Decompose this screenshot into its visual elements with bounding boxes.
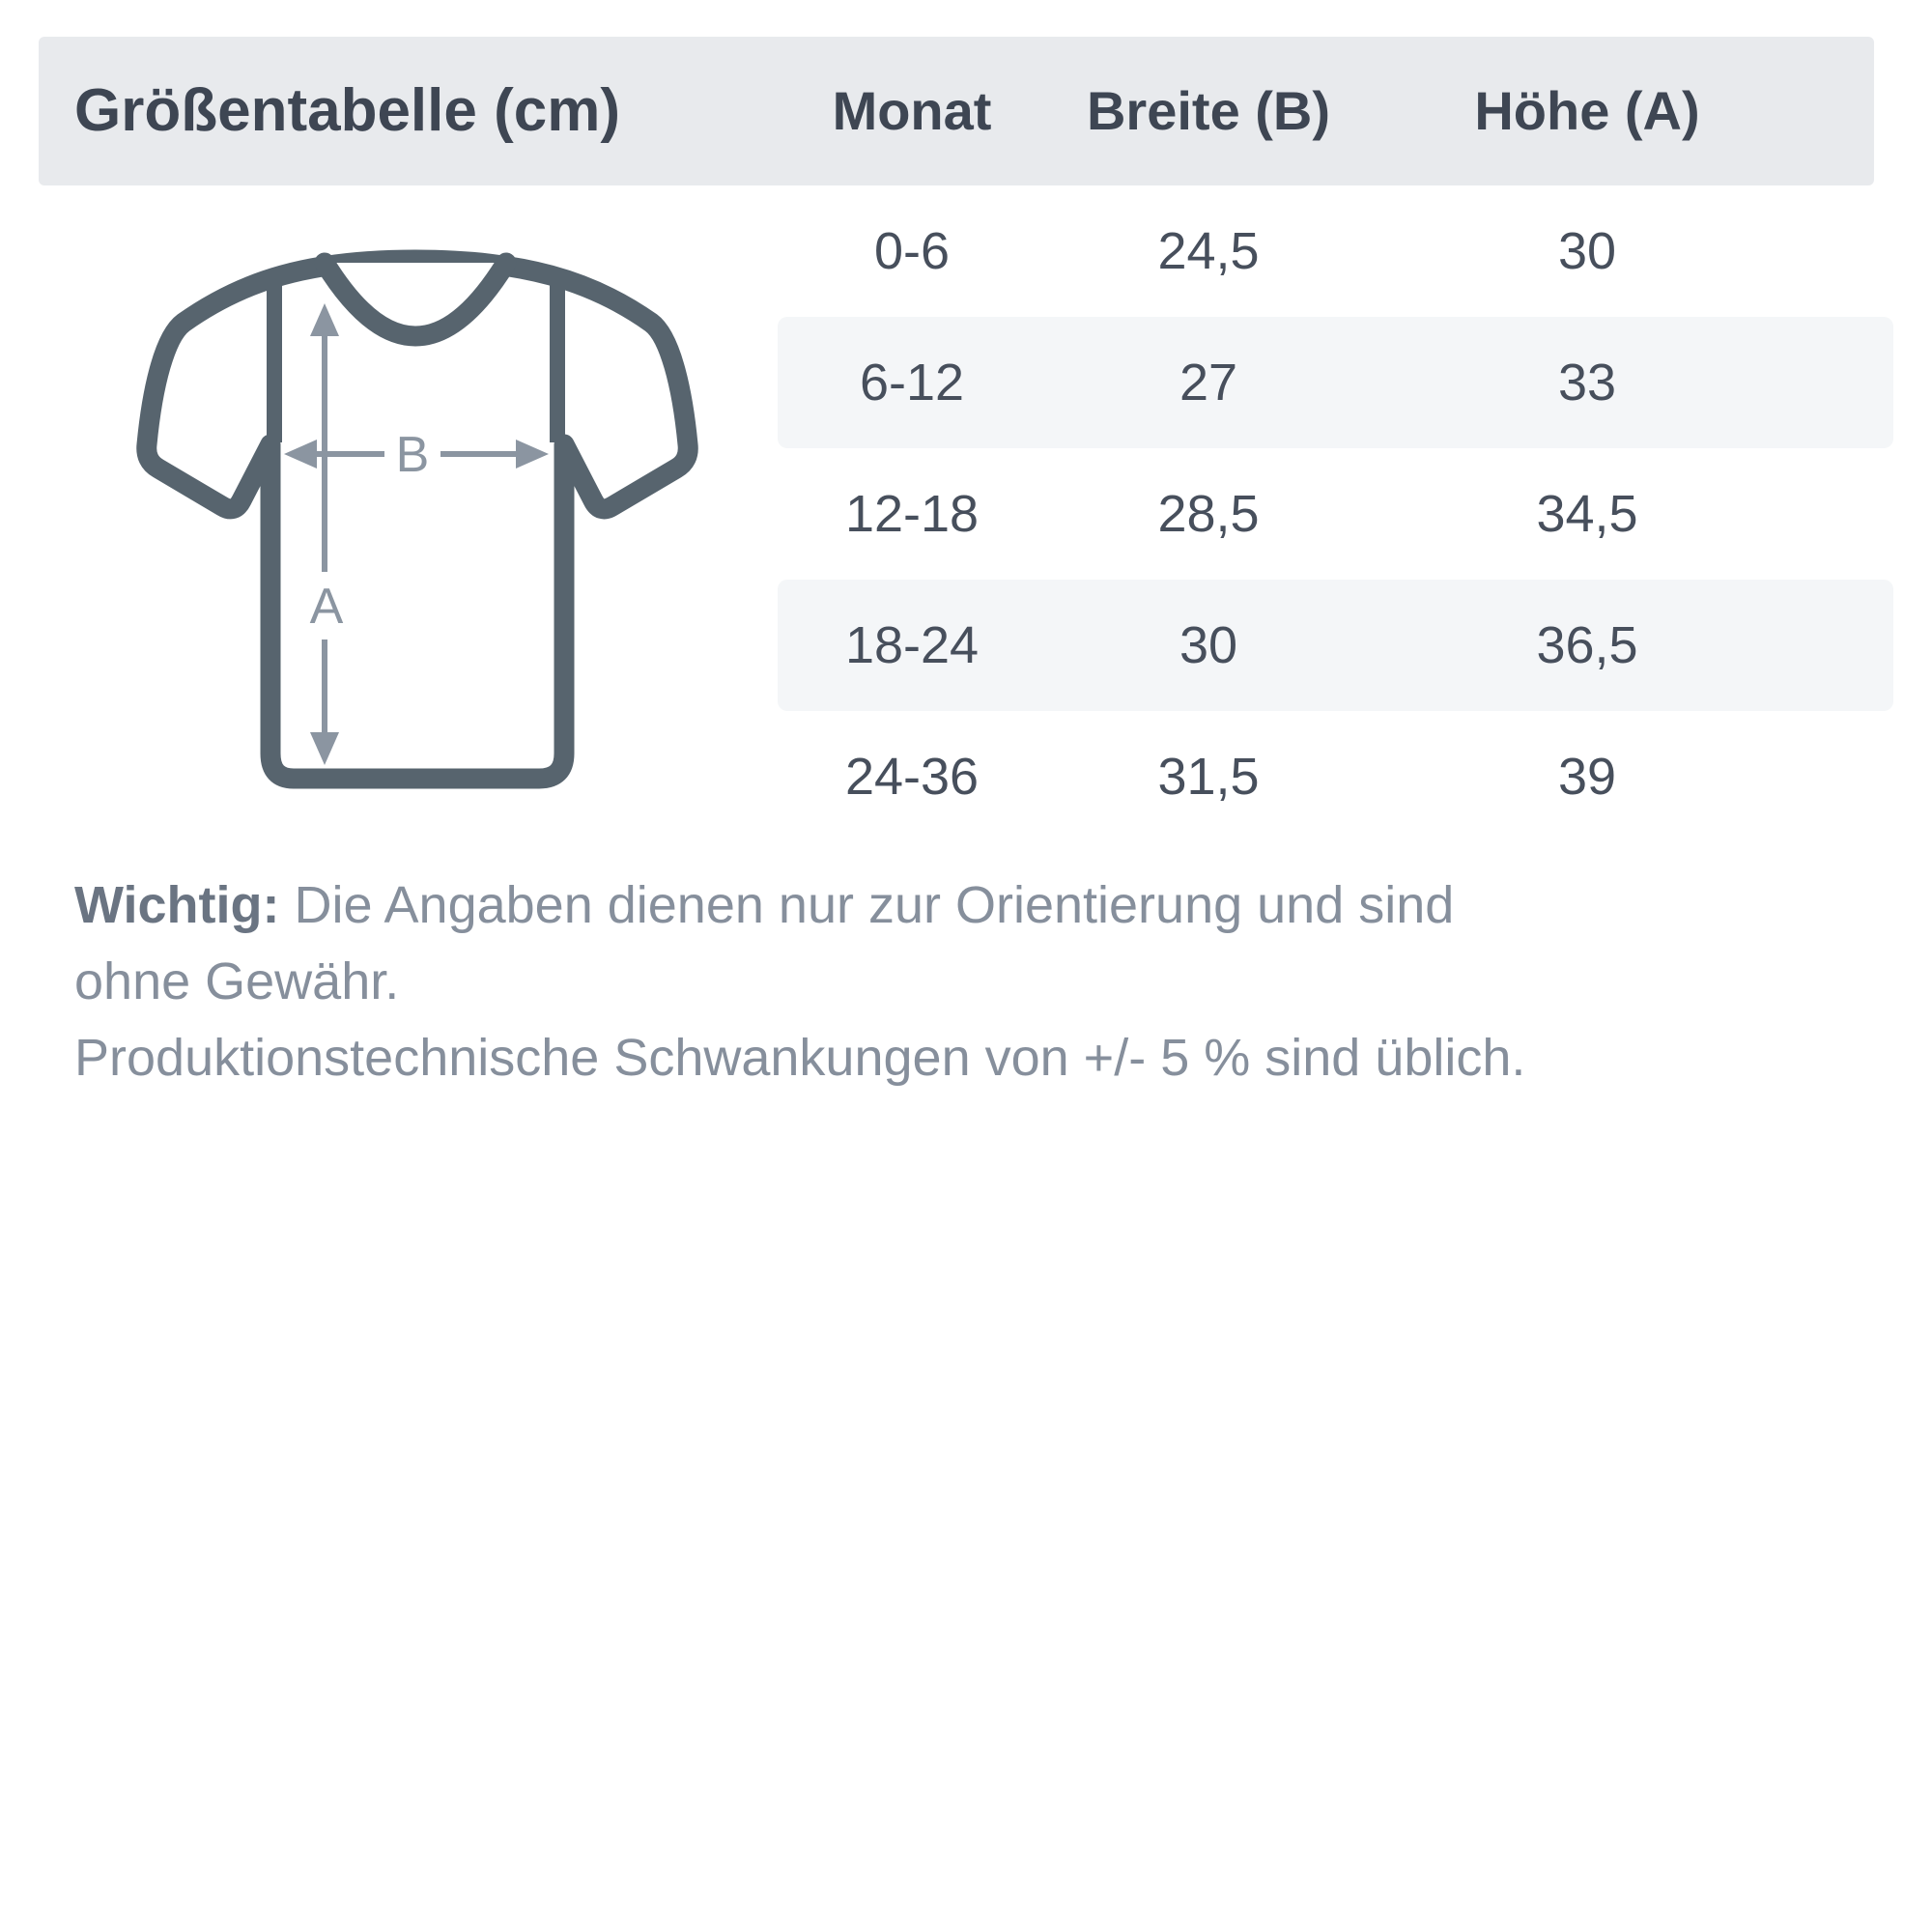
cell-breite: 28,5 [1157,485,1260,543]
table-column-headers [778,37,1893,185]
tshirt-measure-diagram [116,242,715,811]
disclaimer-note [74,867,1543,1096]
cell-monat: 6-12 [859,354,965,412]
cell-monat: 18-24 [844,616,980,674]
height-label: A [309,579,344,635]
cell-breite: 24,5 [1157,222,1260,280]
cell-hoehe: 34,5 [1536,485,1638,543]
table-row [778,185,1893,317]
size-chart-title: Größentabelle (cm) [74,77,620,144]
cell-breite: 27 [1179,354,1238,412]
width-label: B [395,427,430,483]
table-row [778,317,1893,448]
cell-hoehe: 30 [1557,222,1617,280]
column-header-breite: Breite (B) [1086,80,1331,141]
cell-monat: 12-18 [844,485,980,543]
table-row [778,448,1893,580]
cell-monat: 0-6 [873,222,951,280]
cell-hoehe: 39 [1557,748,1617,806]
table-header-band [39,37,1874,185]
cell-breite: 30 [1179,616,1238,674]
tshirt-icon [116,242,715,811]
note-line2: Produktionstechnische Schwankungen von +/- 5 % sind üblich. [74,1029,1526,1087]
column-header-monat: Monat [832,80,992,141]
note-label: Wichtig: [74,876,280,934]
note-line1: Die Angaben dienen nur zur Orientierung und sind ohne Gewähr. [74,876,1455,1010]
column-header-hoehe: Höhe (A) [1474,80,1700,141]
cell-hoehe: 33 [1557,354,1617,412]
cell-hoehe: 36,5 [1536,616,1638,674]
table-row [778,580,1893,711]
cell-monat: 24-36 [844,748,980,806]
cell-breite: 31,5 [1157,748,1260,806]
table-row [778,711,1893,842]
